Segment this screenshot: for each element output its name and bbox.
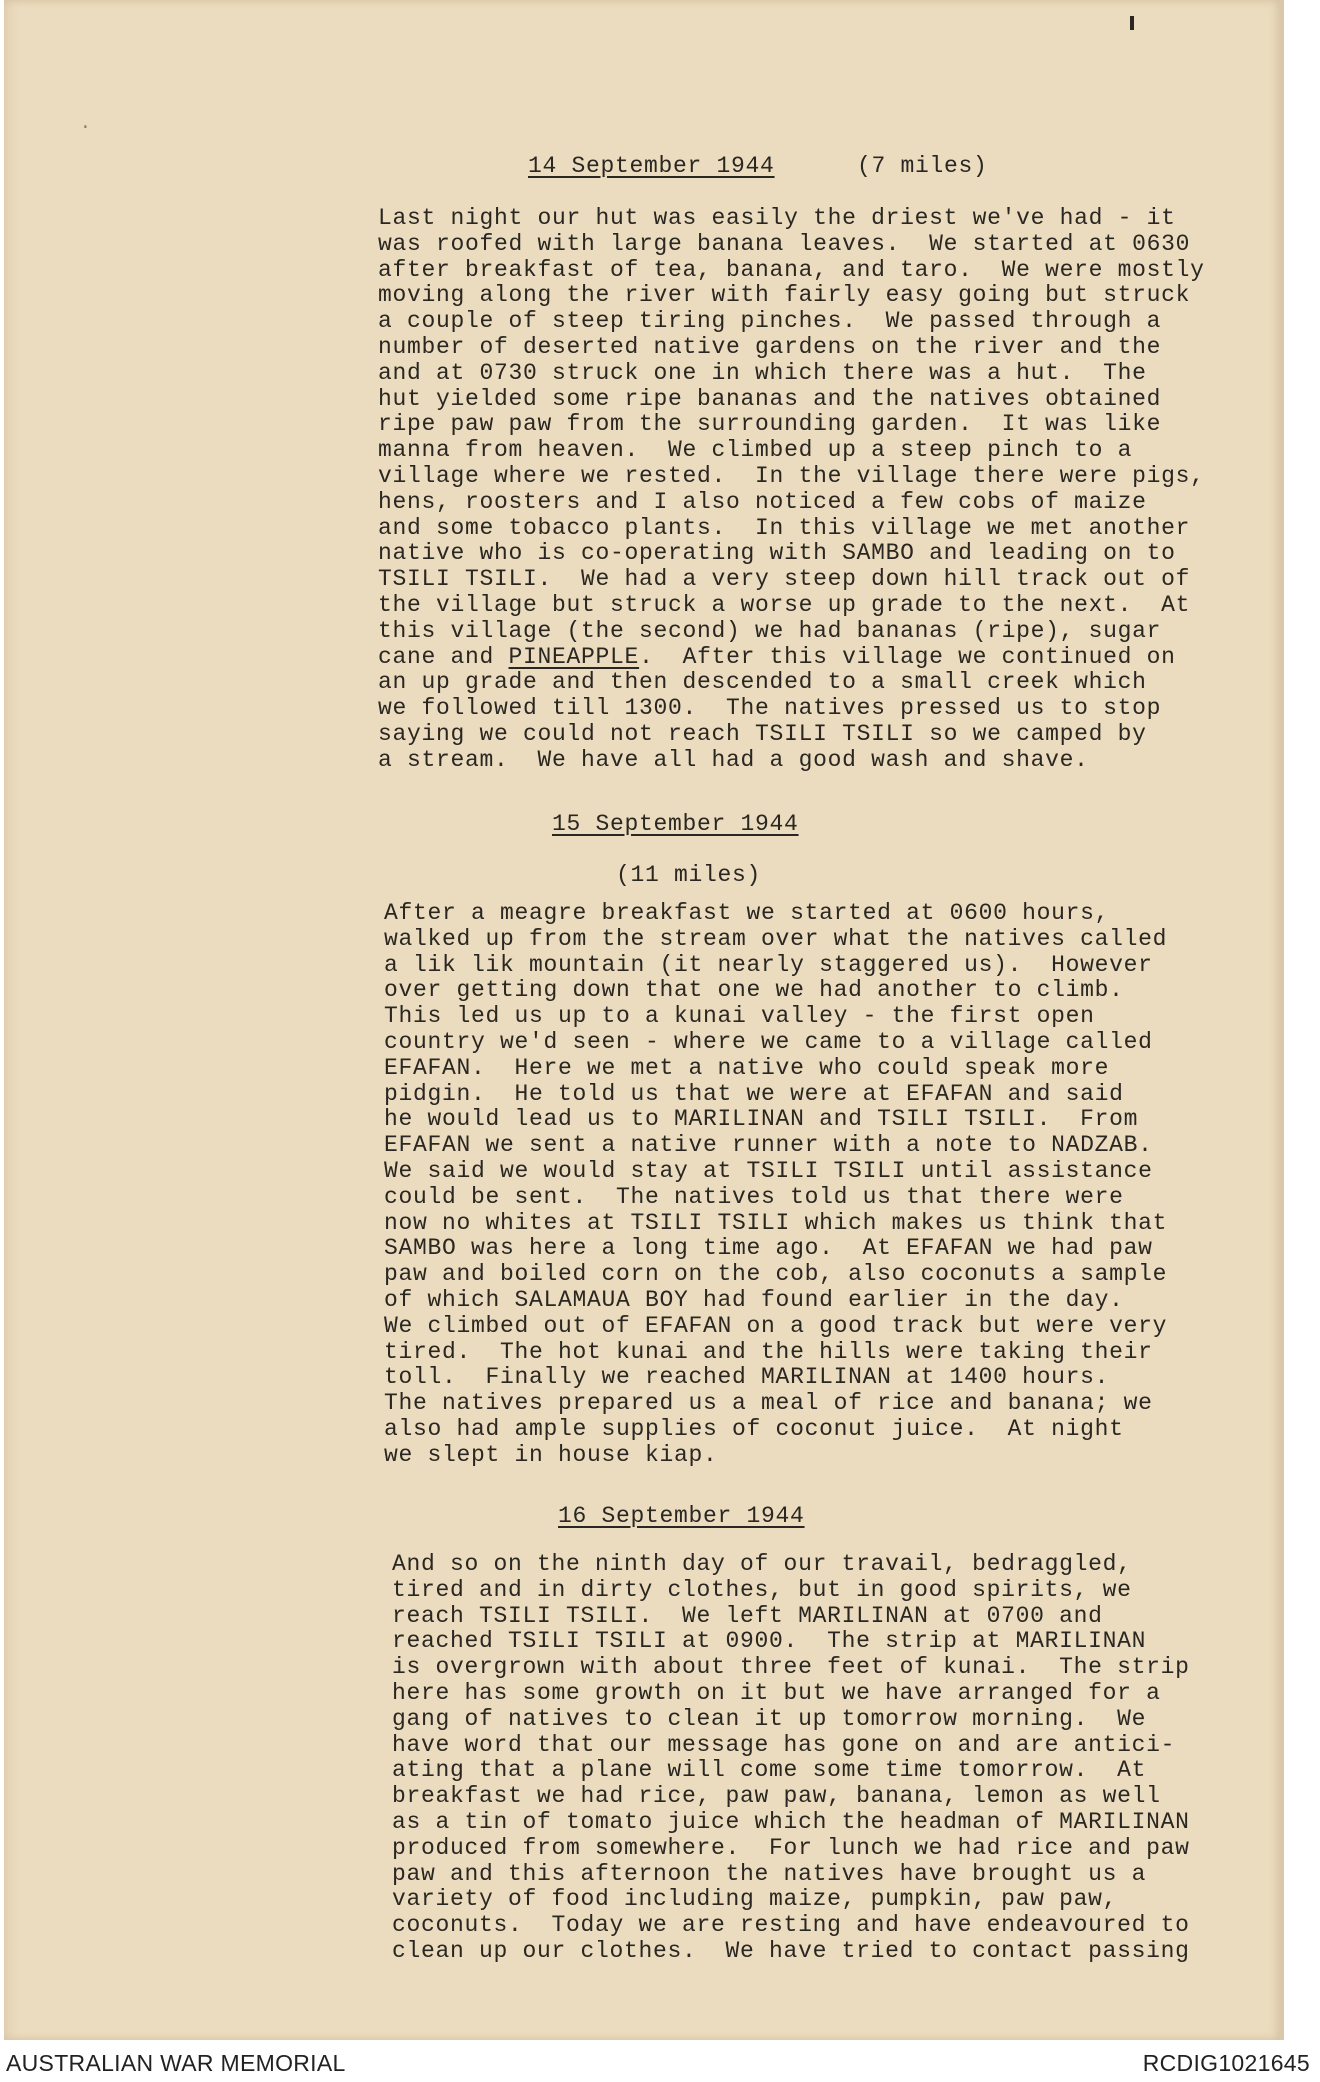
- body-line: This led us up to a kunai valley - the first open: [384, 1003, 1095, 1030]
- body-line: After a meagre breakfast we started at 0600 hours,: [384, 900, 1110, 926]
- body-line: reached TSILI TSILI at 0900. The strip at MARILINAN: [392, 1628, 1147, 1655]
- body-line: here has some growth on it but we have arranged for a: [392, 1679, 1161, 1706]
- body-line: the village but struck a worse up grade to the next. At: [378, 591, 1191, 618]
- entry-date-heading: 15 September 1944: [552, 811, 799, 837]
- body-line: toll. Finally we reached MARILINAN at 1400 hours.: [384, 1364, 1110, 1391]
- body-line: The natives prepared us a meal of rice and banana; we: [384, 1390, 1153, 1417]
- body-line: tired. The hot kunai and the hills were taking their: [384, 1338, 1153, 1365]
- body-line: variety of food including maize, pumpkin, paw paw,: [392, 1886, 1118, 1913]
- body-line: Last night our hut was easily the driest we've had - it: [378, 205, 1176, 231]
- body-line: And so on the ninth day of our travail, bedraggled,: [392, 1551, 1132, 1577]
- body-line: he would lead us to MARILINAN and TSILI TSILI. From: [384, 1106, 1139, 1133]
- archive-footer: [0, 2044, 1320, 2082]
- entry-body: [378, 206, 1205, 774]
- body-line: coconuts. Today we are resting and have endeavoured to: [392, 1912, 1190, 1939]
- body-line: as a tin of tomato juice which the headman of MARILINAN: [392, 1808, 1190, 1835]
- body-line: TSILI TSILI. We had a very steep down hill track out of: [378, 566, 1191, 593]
- body-line: hut yielded some ripe bananas and the natives obtained: [378, 385, 1162, 412]
- body-line: was roofed with large banana leaves. We started at 0630: [378, 230, 1191, 257]
- body-line: gang of natives to clean it up tomorrow morning. We: [392, 1705, 1147, 1732]
- body-line: moving along the river with fairly easy going but struck: [378, 282, 1191, 309]
- entry-body: [392, 1552, 1190, 1965]
- body-line: also had ample supplies of coconut juice. At night: [384, 1415, 1124, 1442]
- body-line: of which SALAMAUA BOY had found earlier in the day.: [384, 1286, 1124, 1313]
- body-line: a couple of steep tiring pinches. We passed through a: [378, 308, 1162, 335]
- page-edge: [1280, 0, 1284, 2040]
- body-line: pidgin. He told us that we were at EFAFAN and said: [384, 1080, 1124, 1107]
- entry-distance: (11 miles): [616, 862, 762, 888]
- body-line: we followed till 1300. The natives pressed us to stop: [378, 695, 1162, 722]
- body-line: clean up our clothes. We have tried to contact passing: [392, 1937, 1190, 1964]
- institution-label: AUSTRALIAN WAR MEMORIAL: [6, 2050, 346, 2076]
- body-line: saying we could not reach TSILI TSILI so we camped by: [378, 720, 1147, 747]
- body-line: a stream. We have all had a good wash and shave.: [378, 746, 1089, 773]
- body-line: SAMBO was here a long time ago. At EFAFAN we had paw: [384, 1235, 1153, 1262]
- body-line: could be sent. The natives told us that there were: [384, 1183, 1124, 1210]
- body-line: EFAFAN. Here we met a native who could speak more: [384, 1054, 1110, 1081]
- body-line: an up grade and then descended to a small creek which: [378, 669, 1147, 696]
- body-line: and at 0730 struck one in which there was a hut. The: [378, 359, 1147, 386]
- reference-code: RCDIG1021645: [1142, 2050, 1310, 2076]
- entry-distance: (7 miles): [857, 153, 988, 179]
- body-line: now no whites at TSILI TSILI which makes us think that: [384, 1209, 1168, 1236]
- body-line: We said we would stay at TSILI TSILI until assistance: [384, 1157, 1153, 1184]
- body-line: village where we rested. In the village there were pigs,: [378, 462, 1205, 489]
- entry-body: [384, 901, 1167, 1469]
- body-line: paw and this afternoon the natives have brought us a: [392, 1860, 1147, 1887]
- entry-date-heading: 14 September 1944: [528, 153, 775, 179]
- body-line: number of deserted native gardens on the river and the: [378, 333, 1162, 360]
- body-line: cane and PINEAPPLE. After this village we continued on: [378, 643, 1176, 670]
- body-line: reach TSILI TSILI. We left MARILINAN at 0700 and: [392, 1602, 1103, 1629]
- body-line: We climbed out of EFAFAN on a good track but were very: [384, 1312, 1168, 1339]
- body-line: ripe paw paw from the surrounding garden. It was like: [378, 411, 1162, 438]
- body-line: have word that our message has gone on and are antici-: [392, 1731, 1176, 1758]
- body-line: tired and in dirty clothes, but in good spirits, we: [392, 1576, 1132, 1603]
- body-line: ating that a plane will come some time tomorrow. At: [392, 1757, 1147, 1784]
- body-line: over getting down that one we had another to climb.: [384, 977, 1124, 1004]
- typed-mark: [1130, 16, 1134, 30]
- paper-speck: ·: [80, 118, 91, 138]
- body-line: we slept in house kiap.: [384, 1441, 718, 1468]
- body-line: native who is co-operating with SAMBO and leading on to: [378, 540, 1176, 567]
- body-line: breakfast we had rice, paw paw, banana, lemon as well: [392, 1783, 1161, 1810]
- body-line: this village (the second) we had bananas (ripe), sugar: [378, 617, 1162, 644]
- body-line: after breakfast of tea, banana, and taro. We were mostly: [378, 256, 1205, 283]
- body-line: manna from heaven. We climbed up a steep pinch to a: [378, 437, 1133, 464]
- body-line: a lik lik mountain (it nearly staggered us). However: [384, 951, 1153, 978]
- entry-date-heading: 16 September 1944: [558, 1503, 805, 1529]
- body-line: hens, roosters and I also noticed a few cobs of maize: [378, 488, 1147, 515]
- body-line: EFAFAN we sent a native runner with a note to NADZAB.: [384, 1132, 1153, 1159]
- body-line: country we'd seen - where we came to a village called: [384, 1028, 1153, 1055]
- body-line: paw and boiled corn on the cob, also coconuts a sample: [384, 1261, 1168, 1288]
- body-line: is overgrown with about three feet of kunai. The strip: [392, 1654, 1190, 1681]
- body-line: and some tobacco plants. In this village we met another: [378, 514, 1191, 541]
- body-line: walked up from the stream over what the natives called: [384, 925, 1168, 952]
- body-line: produced from somewhere. For lunch we had rice and paw: [392, 1834, 1190, 1861]
